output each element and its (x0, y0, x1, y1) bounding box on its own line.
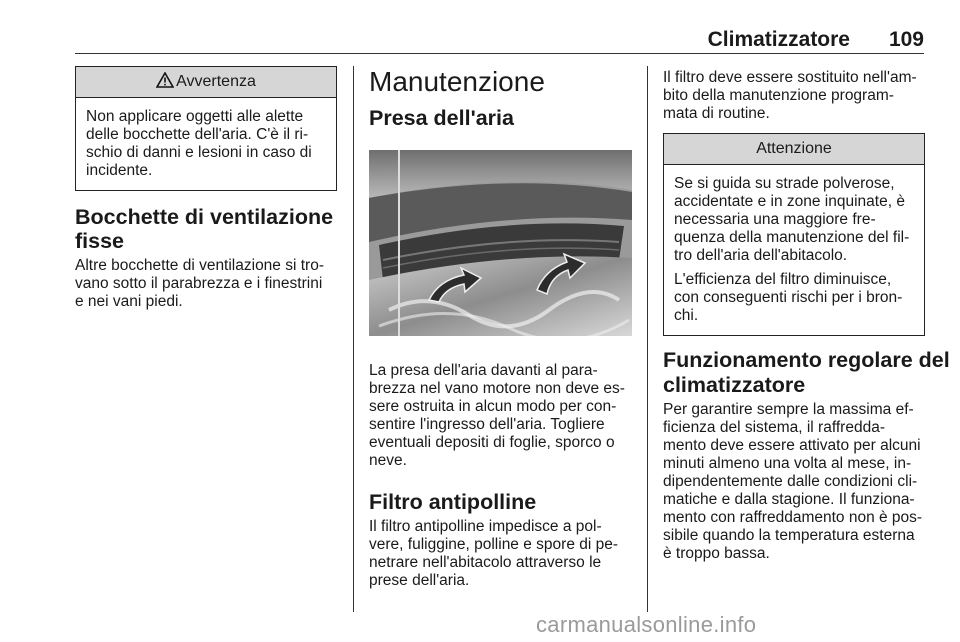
text-line: con conseguenti rischi per i bron- (674, 289, 903, 306)
vents-text (75, 257, 337, 311)
text-line: brezza nel vano motore non deve es- (369, 380, 625, 397)
page-number: 109 (888, 28, 924, 51)
text-line: sere ostruita in alcun modo per con- (369, 398, 617, 415)
text-line: necessaria una maggiore fre- (674, 211, 876, 228)
column-divider-1 (353, 66, 354, 612)
text-line: quenza della manutenzione del fil- (674, 229, 910, 246)
warning-box-body (76, 98, 336, 190)
air-intake-section (369, 362, 632, 590)
attention-box-header: Attenzione (664, 134, 924, 165)
column-3 (663, 66, 950, 563)
attention-box-body (664, 165, 924, 335)
text-line: L'efficienza del filtro diminuisce, (674, 271, 892, 288)
text-line: è troppo bassa. (663, 545, 770, 562)
maintenance-title: Manutenzione (369, 66, 545, 97)
header-rule (75, 53, 924, 54)
warning-box (75, 66, 337, 191)
attention-text-1 (674, 175, 914, 265)
warning-text (86, 108, 326, 180)
column-2 (369, 66, 632, 130)
text-line: dipendentemente dalle condizioni cli- (663, 473, 918, 490)
column-divider-2 (647, 66, 648, 612)
text-line: La presa dell'aria davanti al para- (369, 362, 598, 379)
text-line: e nei vani piedi. (75, 293, 183, 310)
text-line: sibile quando la temperatura esterna (663, 527, 915, 544)
text-line: incidente. (86, 162, 153, 179)
text-line: minuti almeno una volta al mese, in- (663, 455, 912, 472)
text-line: neve. (369, 452, 407, 469)
text-line: Il filtro antipolline impedisce a pol- (369, 518, 602, 535)
watermark: carmanualsonline.info (536, 612, 757, 637)
text-line: ficienza del sistema, il raffredda- (663, 419, 885, 436)
air-intake-photo (369, 150, 632, 336)
heading-line: Bocchette di ventilazione (75, 205, 334, 229)
text-line: mata di routine. (663, 105, 770, 122)
warning-title: Avvertenza (176, 73, 256, 90)
text-line: vere, fuliggine, polline e spore di pe- (369, 536, 619, 553)
regular-operation-heading (663, 348, 950, 398)
text-line: matiche e dalla stagione. Il funziona- (663, 491, 915, 508)
text-line: bito della manutenzione program- (663, 87, 894, 104)
text-line: vano sotto il parabrezza e i finestrini (75, 275, 323, 292)
text-line: mento con raffreddamento non è pos- (663, 509, 923, 526)
text-line: Non applicare oggetti alle alette (86, 108, 304, 125)
pollen-filter-text (369, 518, 632, 590)
filter-replacement-text (663, 69, 925, 123)
text-line: accidentate e in zone inquinate, è (674, 193, 905, 210)
heading-line: Funzionamento regolare del (663, 348, 950, 372)
text-line: Se si guida su strade polverose, (674, 175, 895, 192)
text-line: tro dell'aria dell'abitacolo. (674, 247, 848, 264)
text-line: schio di danni e lesioni in caso di (86, 144, 312, 161)
text-line: netrare nell'abitacolo attraverso le (369, 554, 602, 571)
pollen-filter-heading: Filtro antipolline (369, 490, 537, 514)
warning-triangle-icon (156, 72, 174, 88)
text-line: Il filtro deve essere sostituito nell'am- (663, 69, 917, 86)
air-intake-text (369, 362, 632, 470)
text-line: eventuali depositi di foglie, sporco o (369, 434, 615, 451)
vents-heading (75, 205, 337, 253)
text-line: Per garantire sempre la massima ef- (663, 401, 914, 418)
warning-box-header (76, 67, 336, 98)
text-line: delle bocchette dell'aria. C'è il ri- (86, 126, 309, 143)
heading-line: climatizzatore (663, 373, 806, 397)
attention-text-2 (674, 271, 914, 325)
text-line: Altre bocchette di ventilazione si tro- (75, 257, 324, 274)
attention-box (663, 133, 925, 336)
text-line: sentire l'ingresso dell'aria. Togliere (369, 416, 605, 433)
column-1 (75, 66, 337, 311)
regular-operation-text (663, 401, 925, 563)
text-line: chi. (674, 307, 699, 324)
heading-line: fisse (75, 229, 125, 253)
air-intake-heading: Presa dell'aria (369, 106, 514, 130)
section-title: Climatizzatore (707, 28, 850, 51)
text-line: mento deve essere attivato per alcuni (663, 437, 921, 454)
text-line: prese dell'aria. (369, 572, 470, 589)
